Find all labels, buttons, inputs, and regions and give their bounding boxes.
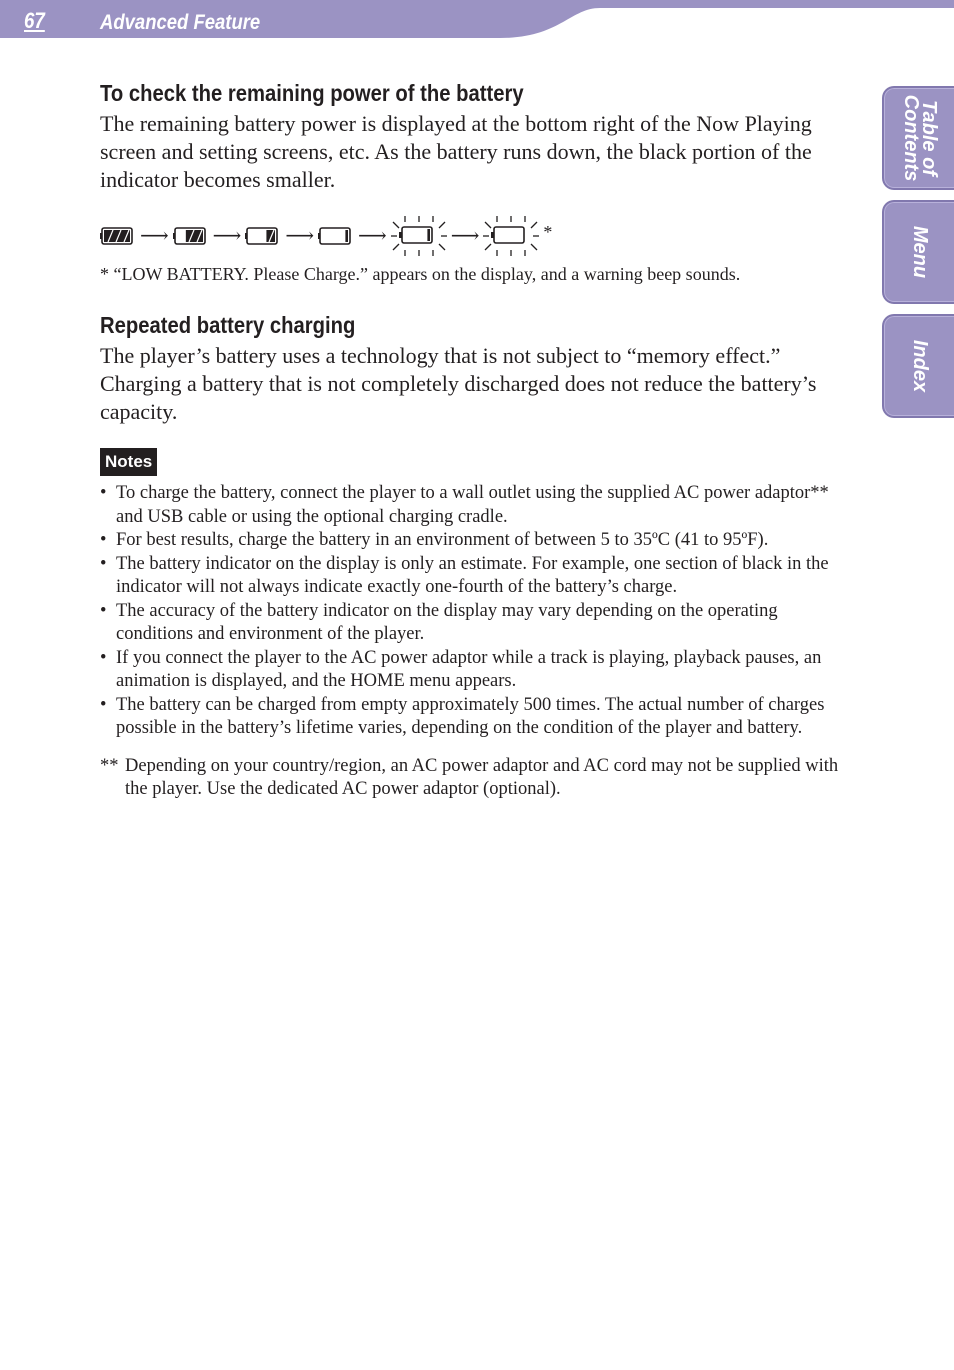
main-content	[100, 78, 845, 802]
battery-indicator-icon	[245, 225, 281, 247]
notes-badge: Notes	[100, 448, 157, 476]
tab-index-label: Index	[909, 339, 931, 393]
battery-power-heading: To check the remaining power of the battery	[100, 80, 524, 106]
note-item: • The battery can be charged from empty approximately 500 times. The actual number of charges possible in the battery’s lifetime varies, depending on the condition of the player and battery.	[100, 694, 845, 741]
battery-indicator-icon	[318, 225, 354, 247]
battery-power-paragraph: The remaining battery power is displayed at the bottom right of the Now Playing screen and setting screens, etc. As the battery runs down, the black portion of the indicator becomes smaller.	[100, 111, 812, 192]
note-item: • If you connect the player to the AC power adaptor while a track is playing, playback pauses, an animation is displayed, and the HOME menu appears.	[100, 647, 845, 694]
arrow-right-icon: ⟶	[358, 225, 387, 247]
tab-index[interactable]	[882, 314, 954, 418]
low-battery-footnote: * “LOW BATTERY. Please Charge.” appears on the display, and a warning beep sounds.	[100, 264, 741, 284]
tab-menu-label: Menu	[909, 225, 931, 279]
note-item: • The accuracy of the battery indicator on the display may vary depending on the operating conditions and environment of the player.	[100, 600, 845, 647]
repeated-charging-heading: Repeated battery charging	[100, 312, 356, 338]
battery-indicator-sequence	[100, 216, 845, 256]
asterisk-mark: *	[543, 222, 553, 242]
tab-table-of-contents[interactable]	[882, 86, 954, 190]
arrow-right-icon: ⟶	[212, 225, 242, 247]
section-title: Advanced Feature	[100, 11, 261, 34]
note-item: • To charge the battery, connect the player to a wall outlet using the supplied AC power adaptor** and USB cable or using the optional charging cradle.	[100, 482, 845, 529]
battery-indicator-icon	[173, 225, 209, 247]
battery-indicator-icon	[100, 225, 136, 247]
tab-table-of-contents-label: Table of Contents	[900, 94, 940, 182]
notes-list	[100, 482, 845, 741]
arrow-right-icon: ⟶	[285, 225, 315, 247]
repeated-charging-paragraph: The player’s battery uses a technology that is not subject to “memory effect.” Charging a battery that is not completely discharged does not reduce the battery’s capacity.	[100, 343, 817, 424]
battery-indicator-icon	[483, 216, 539, 256]
arrow-right-icon: ⟶	[450, 225, 480, 247]
note-item: • For best results, charge the battery in an environment of between 5 to 35ºC (41 to 95ºF).	[100, 529, 845, 553]
note-item: • The battery indicator on the display is only an estimate. For example, one section of black in the indicator will not always indicate exactly one-fourth of the battery’s charge.	[100, 553, 845, 600]
footnote-text: Depending on your country/region, an AC power adaptor and AC cord may not be supplied with the player. Use the dedicated AC power adaptor (optional).	[125, 755, 839, 799]
adaptor-footnote	[100, 755, 845, 802]
tab-menu[interactable]	[882, 200, 954, 304]
footnote-mark: **	[100, 755, 119, 776]
page-number: 67	[24, 8, 45, 33]
battery-indicator-icon	[391, 216, 447, 256]
arrow-right-icon: ⟶	[140, 225, 169, 247]
